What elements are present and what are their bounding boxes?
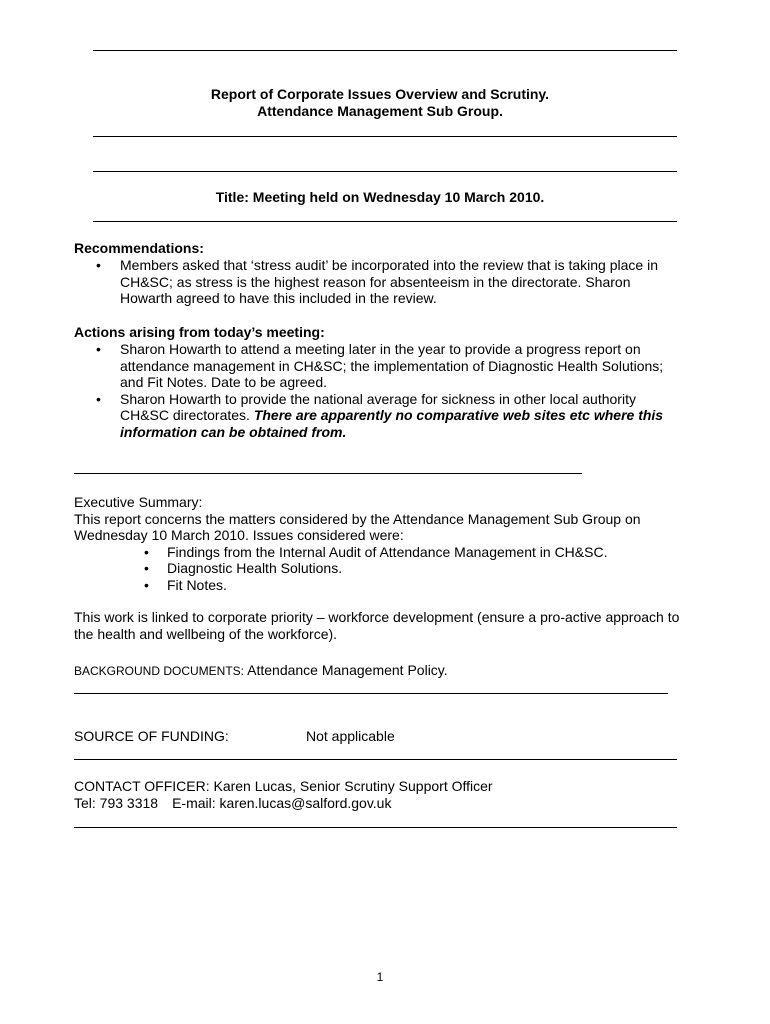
contact-details	[74, 795, 677, 812]
recommendations-list	[74, 257, 684, 307]
summary-heading: Executive Summary:	[74, 494, 203, 510]
summary-list	[74, 544, 686, 594]
summary-linked: This work is linked to corporate priority – workforce development (ensure a pro-active approach to the health and wellbeing of the workforce).	[74, 609, 680, 642]
action-text: Sharon Howarth to provide the national average for sickness in other local authority CH&SC directorates.	[120, 390, 636, 423]
background-label: BACKGROUND DOCUMENTS:	[74, 664, 245, 678]
title-bottom-rule	[93, 136, 677, 137]
report-title-line1: Report of Corporate Issues Overview and Scrutiny.	[210, 86, 550, 102]
page-number: 1	[376, 970, 384, 984]
funding-label: SOURCE OF FUNDING:	[74, 728, 229, 744]
summary-section	[74, 494, 686, 642]
list-item: • Members asked that ‘stress audit’ be incorporated into the review that is taking place in CH&SC; as stress is the highest reason for absenteeism in the directorate. Sharon Howarth agreed to have this included in the review.	[74, 257, 684, 307]
actions-heading: Actions arising from today’s meeting:	[74, 324, 325, 340]
summary-intro: This report concerns the matters considered by the Attendance Management Sub Group on Wednesday 10 March 2010. Issues considered were:	[74, 510, 641, 543]
background-rule	[74, 693, 668, 694]
report-title	[93, 86, 667, 120]
background-value: Attendance Management Policy.	[244, 662, 448, 678]
recommendations-section	[74, 240, 684, 307]
meeting-top-rule	[93, 171, 677, 172]
actions-section	[74, 324, 684, 440]
contact-officer: CONTACT OFFICER: Karen Lucas, Senior Scrutiny Support Officer	[74, 778, 493, 794]
meeting-bottom-rule	[93, 221, 677, 222]
background-documents	[74, 662, 674, 678]
action-note: There are apparently no comparative web sites etc where this information can be obtained from.	[120, 407, 664, 440]
contact-email: E-mail: karen.lucas@salford.gov.uk	[172, 794, 392, 811]
contact-rule	[74, 827, 677, 828]
actions-list	[74, 341, 684, 440]
funding-rule	[74, 759, 677, 760]
contact-tel: Tel: 793 3318	[74, 794, 159, 811]
recommendations-heading: Recommendations:	[74, 240, 204, 256]
list-item	[74, 391, 684, 441]
list-item: • Diagnostic Health Solutions.	[74, 560, 686, 577]
top-rule	[93, 50, 677, 51]
list-item: • Fit Notes.	[74, 577, 686, 594]
list-item: • Findings from the Internal Audit of Attendance Management in CH&SC.	[74, 544, 686, 561]
meeting-title: Title: Meeting held on Wednesday 10 March 2010.	[215, 189, 545, 205]
list-item: • Sharon Howarth to attend a meeting later in the year to provide a progress report on attendance management in CH&SC; the implementation of Diagnostic Health Solutions; and Fit Notes. Date to be agreed.	[74, 341, 684, 391]
report-title-line2: Attendance Management Sub Group.	[257, 103, 503, 119]
contact-section	[74, 778, 677, 811]
funding-value: Not applicable	[306, 728, 395, 744]
separator-rule	[74, 473, 582, 474]
